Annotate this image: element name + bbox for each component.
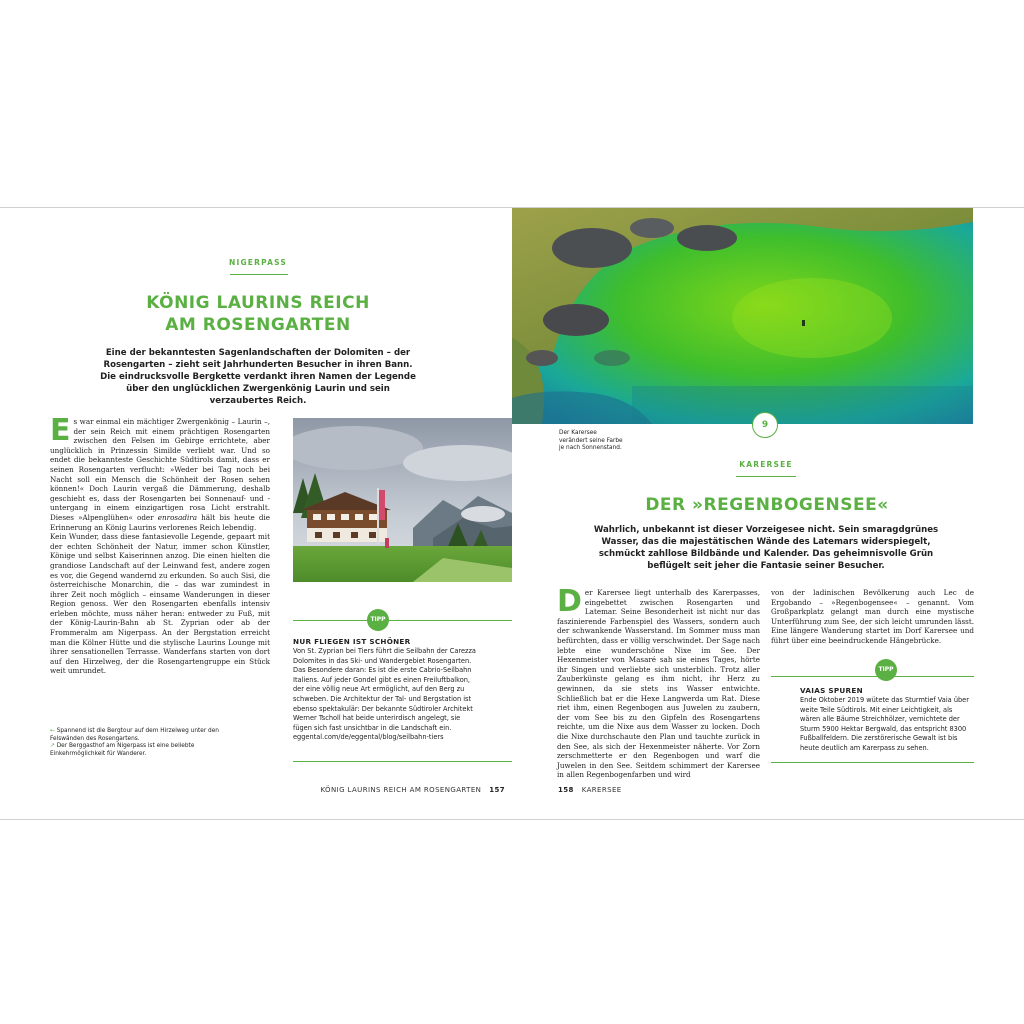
- left-body-p2: Kein Wunder, dass diese fantasievolle Legende, gepaart mit der echten Schönheit der Natur, immer schon Künstler, Könige und selbst Kaiserinnen anzog. Die einen hielten die grandiose Landschaft auf der Leinwand fest, andere zogen es vor, die Gegend wandernd zu erkunden. So auch Sisi, die österreichische Monarchin, die – das war zumindest in ihrer Zeit noch möglich – einsame Wanderungen in dieser Region genoss. Wer den Rosengarten ebenfalls intensiv erleben möchte, muss näher heran: entweder zu Fuß, mit der König-Laurin-Bahn ab St. Zyprian oder ab der Frommeralm am Nigerpass. An der Bergstation erreicht man die Kölner Hütte und die stylische Laurins Lounge mit ihrer sensationellen Terrasse. Wanderfans starten von dort auf den Hirzelweg, der die Rosengartengruppe ein Stück weit umrundet.: [50, 532, 270, 676]
- left-tip-badge: TIPP: [367, 609, 389, 631]
- right-body-col2: von der ladinischen Bevölkerung auch Lec de Ergobando – »Regenbogensee« – genannt. Vom Großparkplatz gelangt man durch eine mystische Unterführung zum See, der sich leicht umrunden lässt. Eine längere Wanderung startet im Dorf Karersee und führt über eine beeindruckende Hängebrücke.: [771, 588, 974, 645]
- left-body-p1-end: hält bis heute die Erinnerung an König Laurins verlorenes Reich lebendig.: [50, 512, 270, 532]
- left-tip-url[interactable]: eggental.com/de/eggental/blog/seilbahn-tiers: [293, 733, 444, 742]
- left-tip-body: [293, 647, 479, 743]
- left-tip-rule: [293, 620, 512, 621]
- right-lead: Wahrlich, unbekannt ist dieser Vorzeigesee nicht. Sein smaragdgrünes Wasser, das die majestätischen Wände des Latemars widerspiegelt, schmückt zahllose Bildbände und Kalender. Das geheimnisvolle Grün beflügelt seit jeher die Fantasie seiner Besucher.: [593, 525, 939, 571]
- left-folio: [305, 786, 505, 794]
- right-tip-bottom-rule: [771, 762, 974, 763]
- mountain-hut-illustration: [293, 418, 512, 582]
- right-tip-rule: [771, 676, 974, 677]
- left-body-p1-text: s war einmal ein mächtiger Zwergenkönig – Laurin –, der sein Reich mit einem prächtigen Rosengarten zwischen den Felsen im Gebirge errichtete, aber unglücklich in Prinzessin Similde verliebt war. Und so endet die bekannteste Geschichte Südtirols damit, dass er seinen Rosengarten verflucht: »Weder bei Tag noch bei Nacht soll ein Mensch die Schönheit der Rosen sehen können!« Doch Laurin vergaß die Dämmerung, deshalb geschieht es, dass der Rosengarten bei Sonnenauf- und -untergang in einem einzigartigen rosa Licht erstrahlt. Dieses »Alpenglühen« oder: [50, 417, 270, 522]
- lake-photo-caption: Der Karersee verändert seine Farbe je nach Sonnenstand.: [559, 430, 623, 452]
- right-body-p1: [557, 584, 760, 780]
- number-badge: 9: [752, 412, 778, 438]
- left-captions: [50, 728, 225, 758]
- left-title-line1: KÖNIG LAURINS REICH: [146, 293, 370, 313]
- karersee-photo: [512, 208, 973, 424]
- left-tip-title: NUR FLIEGEN IST SCHÖNER: [293, 637, 411, 646]
- arrow-left-icon: ←: [50, 728, 55, 734]
- caption-2: [50, 743, 225, 758]
- right-body-col1: [557, 584, 760, 780]
- right-tip-title: VAIAS SPUREN: [800, 686, 863, 695]
- left-dropcap: E: [50, 413, 71, 448]
- left-body: [50, 413, 270, 676]
- page-number-157: 157: [489, 786, 505, 794]
- left-kicker: NIGERPASS: [228, 258, 287, 267]
- left-body-p1: [50, 413, 270, 532]
- right-folio: [558, 786, 758, 794]
- left-tip-text: Von St. Zyprian bei Tiers führt die Seilbahn der Carezza Dolomites in das Ski- und Wandergebiet Rosengarten. Das Besondere daran: Es ist die erste Cabrio-Seilbahn Italiens. Auf jeder Gondel gibt es einen Freiluftbalkon, der eine völlig neue Art ermöglicht, auf den Berg zu schweben. Die Architektur der Tal- und Bergstation ist ebenso spektakulär: Der bekannte Südtiroler Architekt Werner Tscholl hat beide unterirdisch angelegt, sie fügen sich fast unsichtbar in die Landschaft ein.: [293, 647, 476, 732]
- caption-2-text: Der Berggasthof am Nigerpass ist eine beliebte Einkehrmöglichkeit für Wanderer.: [50, 743, 195, 757]
- arrow-upright-icon: ↗: [50, 743, 55, 750]
- book-spread: [0, 207, 1024, 820]
- left-folio-text: KÖNIG LAURINS REICH AM ROSENGARTEN: [320, 786, 482, 794]
- left-tip-bottom-rule: [293, 761, 512, 762]
- page-number-158: 158: [558, 786, 574, 794]
- left-lead: Eine der bekanntesten Sagenlandschaften der Dolomiten – der Rosengarten – zieht seit Jahrhunderten Besucher in ihren Bann. Die eindrucksvolle Bergkette verdankt ihren Namen der Legende über den unglücklichen Zwergenkönig Laurin und sein verzaubertes Reich.: [100, 348, 416, 406]
- right-kicker-rule: [736, 476, 796, 477]
- mountain-hut-photo: [293, 418, 512, 582]
- left-title-line2: AM ROSENGARTEN: [165, 315, 351, 335]
- left-kicker-rule: [230, 274, 288, 275]
- caption-1-text: Spannend ist die Bergtour auf dem Hirzelweg unter den Felswänden des Rosengartens.: [50, 728, 219, 742]
- right-kicker: KARERSEE: [739, 460, 793, 469]
- right-body-col1-text: er Karersee liegt unterhalb des Karerpasses, eingebettet zwischen Rosengarten und Latemar. Seine Besonderheit ist nicht nur das faszinierende Farbenspiel des Wassers, sondern auch der schwankende Wasserstand. Im Sommer muss man befürchten, dass er völlig verschwindet. Der Sage nach lebte eine wunderschöne Nixe im See. Der Hexenmeister von Masaré sah sie eines Tages, hörte ihr Singen und verliebte sich unsterblich. Trotz aller Zauberkünste gelang es ihm nicht, ihr Herz zu gewinnen, da sie stets ins Wasser entwichte. Schließlich bat er die Hexe Langwerda um Rat. Diese riet ihm, einen Regenbogen aus Juwelen zu zaubern, der vom See bis zu den Gipfeln des Rosengartens reichte, um die Nixe aus dem Wasser zu locken. Doch die Nixe durchschaute den Plan und tauchte zurück in den See, als sich der Hexenmeister näherte. Vor Zorn zerschmetterte er den Regenbogen und warf die Juwelen in den See. Seitdem schimmert der Karersee in allen Regenbogenfarben und wird: [557, 588, 760, 780]
- right-title: DER »REGENBOGENSEE«: [645, 495, 889, 515]
- right-tip-badge: TIPP: [875, 659, 897, 681]
- left-body-p1-italic: enrosadira: [157, 512, 197, 522]
- right-tip-body: Ende Oktober 2019 wütete das Sturmtief Vaia über weite Teile Südtirols. Mit einer Leichtigkeit, als wären alle Bäume Streichhölzer, vernichtete der Sturm 5900 Hektar Bergwald, das entspricht 8300 Fußballfeldern. Die zerstörerische Gewalt ist bis heute deutlich am Karerpass zu sehen.: [800, 696, 969, 752]
- left-title: [100, 292, 416, 336]
- right-dropcap: D: [557, 584, 582, 619]
- caption-1: [50, 728, 225, 743]
- lake-illustration: [512, 208, 973, 424]
- right-folio-text: KARERSEE: [581, 786, 622, 794]
